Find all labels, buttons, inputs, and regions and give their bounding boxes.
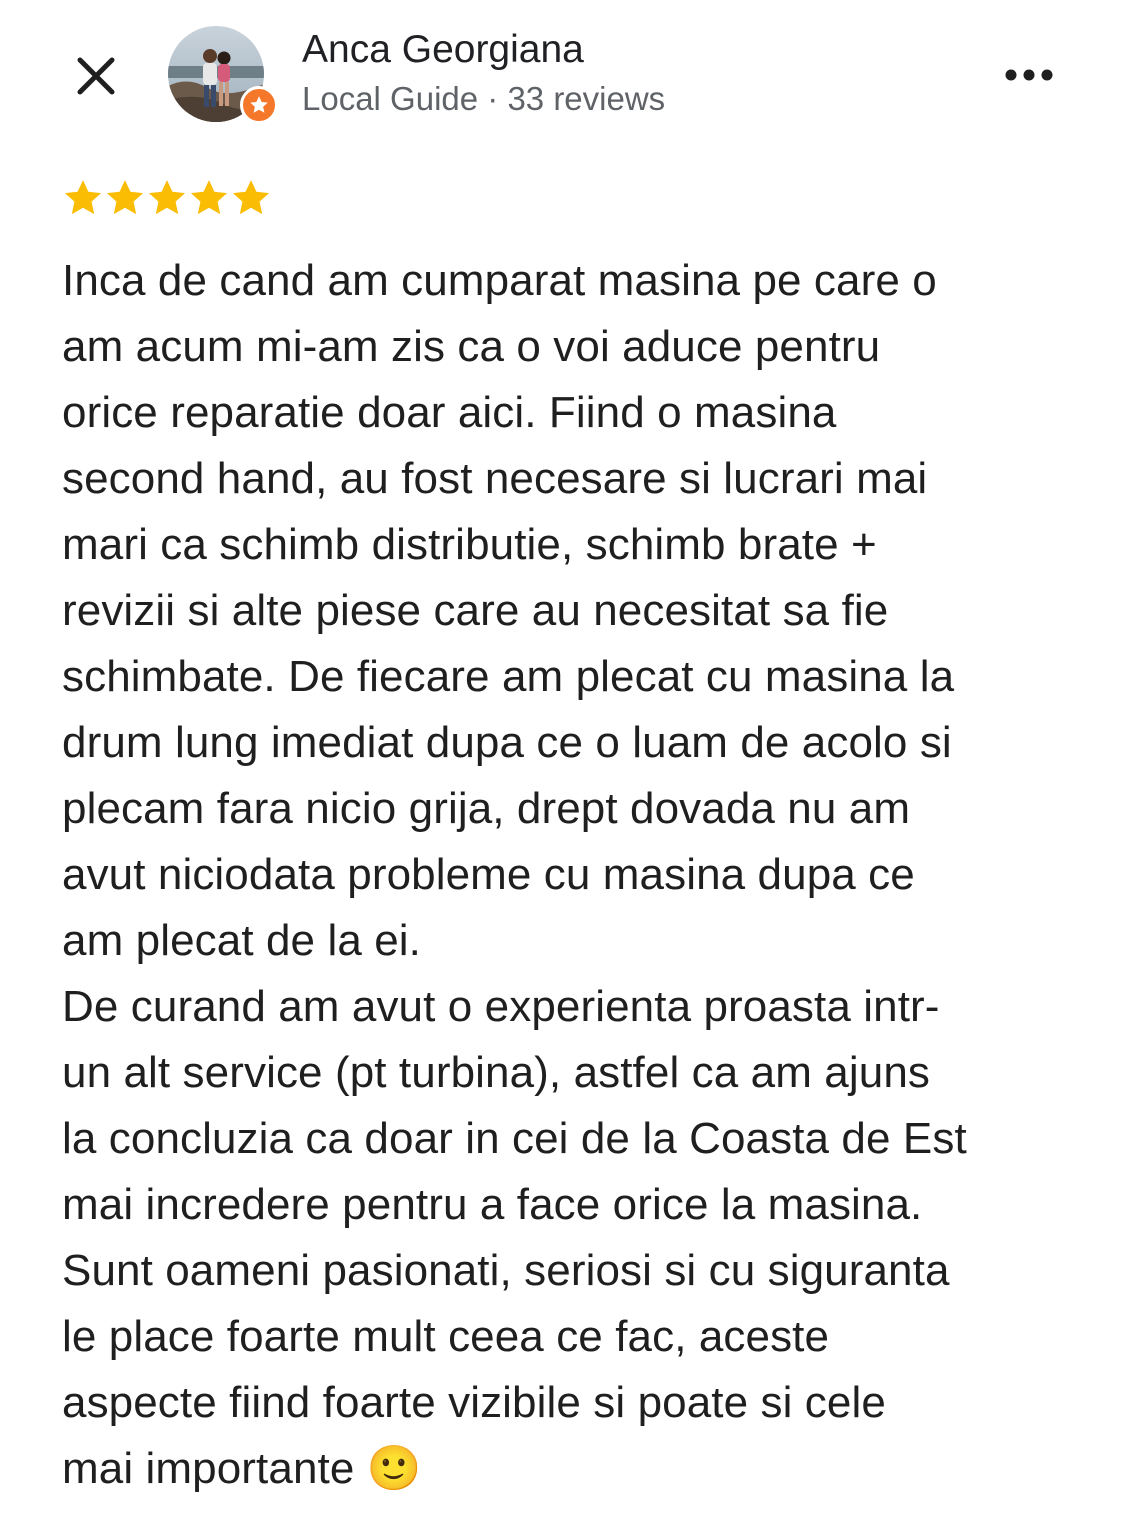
close-icon: [74, 54, 118, 98]
star-icon: [188, 177, 230, 219]
star-icon: [146, 177, 188, 219]
star-icon: [62, 177, 104, 219]
avatar[interactable]: [168, 26, 264, 122]
close-button[interactable]: [68, 48, 124, 104]
user-meta: Local Guide · 33 reviews: [302, 80, 666, 117]
more-horizontal-icon: [1003, 67, 1055, 83]
star-icon: [230, 177, 272, 219]
user-name[interactable]: Anca Georgiana: [302, 28, 584, 71]
star-icon: [104, 177, 146, 219]
star-rating: [62, 177, 272, 219]
local-guide-star-icon: [248, 94, 270, 116]
more-options-button[interactable]: [996, 50, 1062, 100]
local-guide-badge: [240, 86, 278, 124]
review-text: Inca de cand am cumparat masina pe care o am acum mi-am zis ca o voi aduce pentru orice reparatie doar aici. Fiind o masina second hand, au fost necesare si lucrari mai mari ca schimb distributie, schimb brate + revizii si alte piese care au necesitat sa fie schimbate. De fiecare am plecat cu masina la drum lung imediat dupa ce o luam de acolo si plecam fara nicio grija, drept dovada nu am avut niciodata probleme cu masina dupa ce am plecat de la ei. De curand am avut o experienta proasta intr- un alt service (pt turbina), astfel ca am ajuns la concluzia ca doar in cei de la Coasta de Est mai incredere pentru a face orice la masina. Sunt oameni pasionati, seriosi si cu siguranta le place foarte mult ceea ce fac, aceste aspecte fiind foarte vizibile si poate si cele mai importante 🙂: [62, 256, 967, 1493]
